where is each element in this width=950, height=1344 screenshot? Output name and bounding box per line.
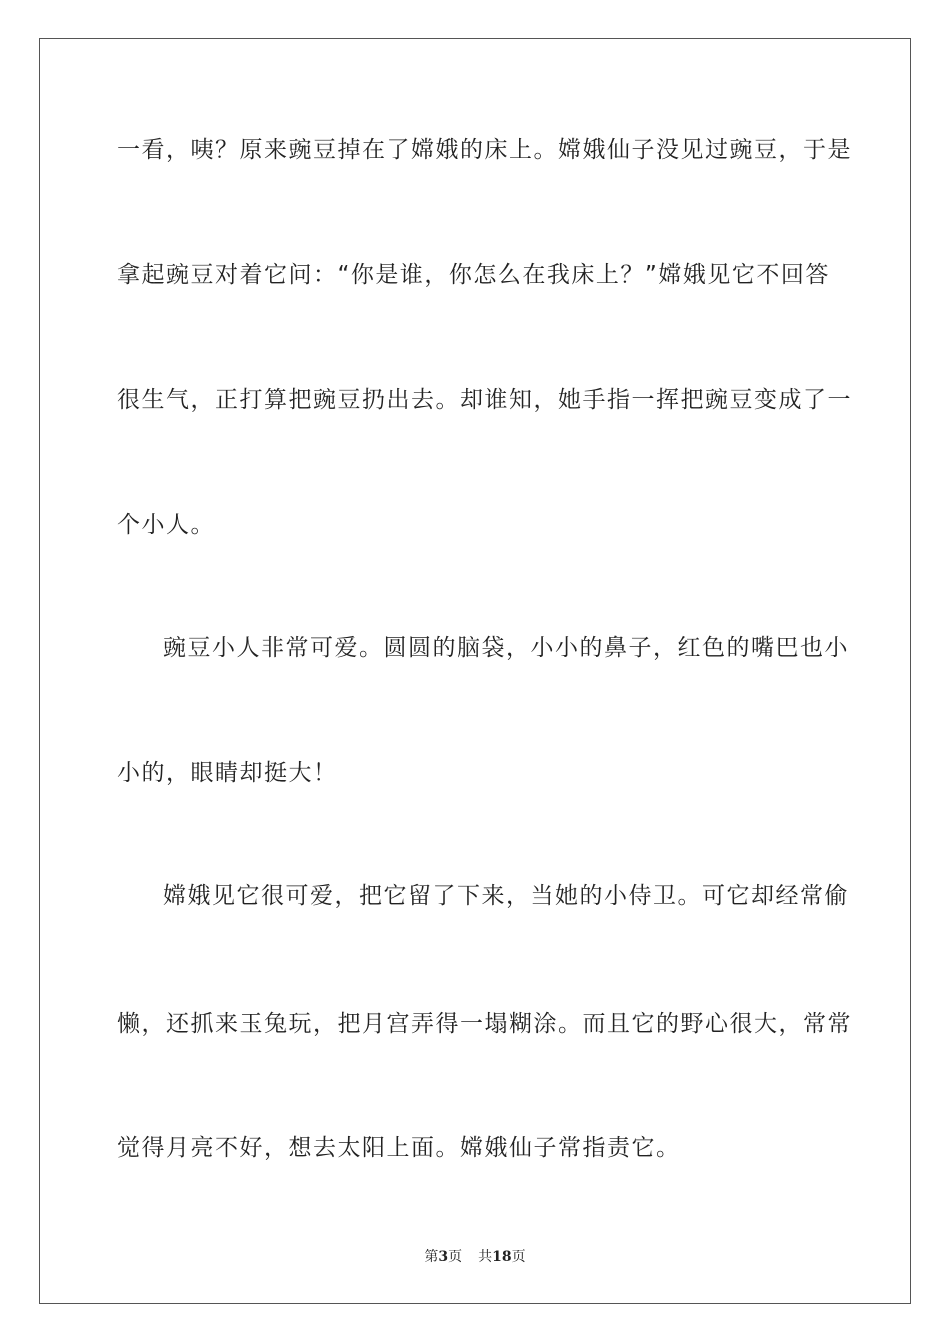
- total-prefix: 共: [478, 1249, 493, 1265]
- text-line-9: 觉得月亮不好，想去太阳上面。嫦娥仙子常指责它。: [117, 1135, 681, 1161]
- text-line-2: 拿起豌豆对着它问：“你是谁，你怎么在我床上？”嫦娥见它不回答: [117, 262, 830, 288]
- page-prefix: 第: [424, 1249, 439, 1265]
- page-suffix: 页: [448, 1249, 463, 1265]
- text-line-1: 一看，咦？原来豌豆掉在了嫦娥的床上。嫦娥仙子没见过豌豆，于是: [117, 137, 852, 163]
- total-pages: 18: [492, 1249, 512, 1265]
- page-border: [39, 38, 911, 1304]
- text-line-5: 豌豆小人非常可爱。圆圆的脑袋，小小的鼻子，红色的嘴巴也小: [163, 635, 849, 661]
- page-footer: [0, 1246, 950, 1266]
- text-line-7: 嫦娥见它很可爱，把它留了下来，当她的小侍卫。可它却经常偷: [163, 883, 849, 909]
- total-suffix: 页: [511, 1249, 526, 1265]
- text-line-4: 个小人。: [117, 512, 215, 538]
- page-number: 3: [438, 1249, 449, 1265]
- text-line-6: 小的，眼睛却挺大！: [117, 760, 338, 786]
- text-line-3: 很生气，正打算把豌豆扔出去。却谁知，她手指一挥把豌豆变成了一: [117, 387, 852, 413]
- text-line-8: 懒，还抓来玉兔玩，把月宫弄得一塌糊涂。而且它的野心很大，常常: [117, 1011, 852, 1037]
